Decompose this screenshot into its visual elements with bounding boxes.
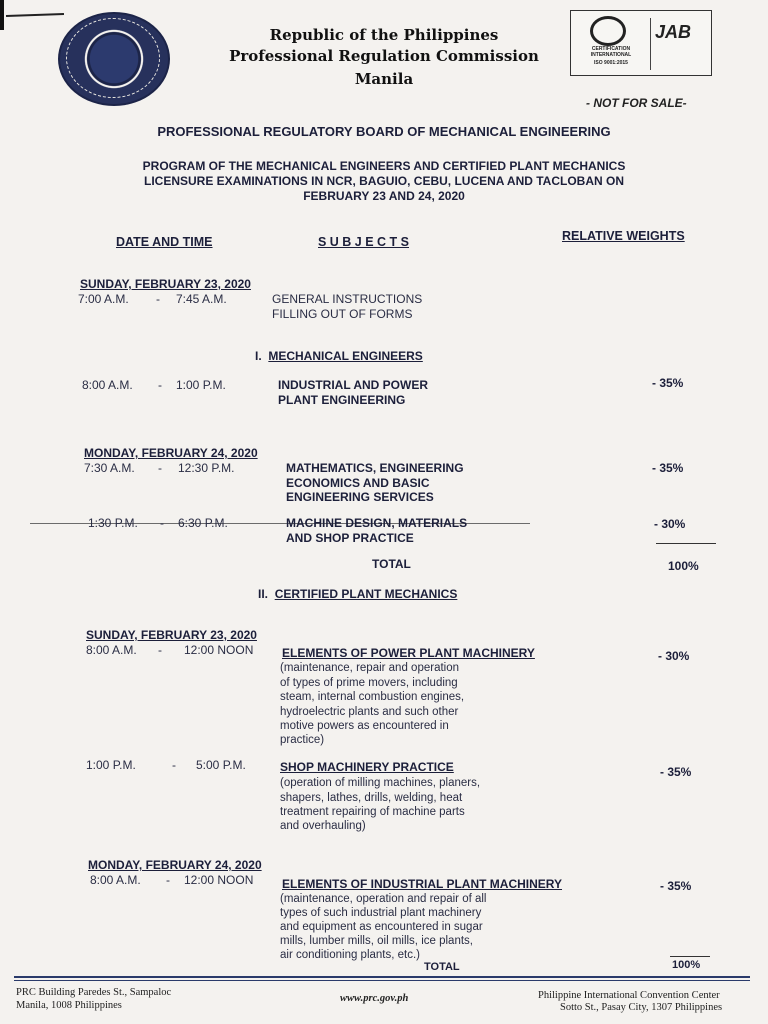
subject-description: (operation of milling machines, planers, <box>280 777 481 789</box>
column-header-subjects: S U B J E C T S <box>318 235 409 249</box>
time-end: 12:00 NOON <box>184 643 254 657</box>
subject-description: mills, lumber mills, oil mills, ice plants, <box>280 935 473 947</box>
footer-address-left-line2: Manila, 1008 Philippines <box>16 1000 122 1011</box>
subject-description: steam, internal combustion engines, <box>280 691 465 703</box>
time-dash: - <box>172 758 176 772</box>
letterhead-commission: Professional Regulation Commission <box>229 47 539 65</box>
subject-description: treatment repairing of machine parts <box>280 806 465 818</box>
certification-logo-box <box>570 10 712 76</box>
section-number: I. <box>255 349 262 363</box>
column-header-date-time: DATE AND TIME <box>116 235 213 249</box>
pen-mark <box>6 13 64 17</box>
letterhead-city: Manila <box>354 70 414 88</box>
subject-weight: - 35% <box>660 765 692 779</box>
letterhead-republic: Republic of the Philippines <box>269 26 499 44</box>
footer-address-right-line1: Philippine International Convention Center <box>538 990 720 1001</box>
certification-iso: ISO 9001:2015 <box>594 60 628 66</box>
program-title-line3: FEBRUARY 23 AND 24, 2020 <box>303 189 465 203</box>
subject-weight: - 35% <box>652 461 684 475</box>
subject-weight: - 30% <box>658 649 690 663</box>
subject-description: types of such industrial plant machinery <box>280 907 482 919</box>
subject-description: of types of prime movers, including <box>280 677 458 689</box>
time-start: 8:00 A.M. <box>90 873 141 887</box>
total-rule <box>656 543 716 544</box>
day-heading-sunday-cpm: SUNDAY, FEBRUARY 23, 2020 <box>86 628 257 642</box>
program-title-line2: LICENSURE EXAMINATIONS IN NCR, BAGUIO, CEBU, LUCENA AND TACLOBAN ON <box>144 174 624 188</box>
time-start: 1:30 P.M. <box>88 516 138 530</box>
time-start: 7:30 A.M. <box>84 461 135 475</box>
subject-description: (maintenance, repair and operation <box>280 662 460 674</box>
subject-description: shapers, lathes, drills, welding, heat <box>280 792 463 804</box>
time-end: 6:30 P.M. <box>178 516 228 530</box>
footer-website: www.prc.gov.ph <box>340 993 409 1004</box>
subject-description: and equipment as encountered in sugar <box>280 921 483 933</box>
subject-line: ECONOMICS AND BASIC <box>286 476 430 490</box>
subject-description: (maintenance, operation and repair of all <box>280 893 487 905</box>
total-label: TOTAL <box>372 557 411 571</box>
time-start: 1:00 P.M. <box>86 758 136 772</box>
subject-description: hydroelectric plants and such other <box>280 706 459 718</box>
subject-title: ELEMENTS OF INDUSTRIAL PLANT MACHINERY <box>282 877 563 891</box>
time-dash: - <box>160 516 164 530</box>
total-value: 100% <box>672 959 701 971</box>
subject-weight: - 35% <box>652 376 684 390</box>
time-end: 5:00 P.M. <box>196 758 246 772</box>
total-value: 100% <box>668 559 699 573</box>
general-instructions: GENERAL INSTRUCTIONS <box>272 292 423 306</box>
subject-line: ENGINEERING SERVICES <box>286 490 434 504</box>
time-dash: - <box>158 378 162 392</box>
certification-divider <box>650 18 651 70</box>
time-dash: - <box>158 461 162 475</box>
subject-line: MACHINE DESIGN, MATERIALS <box>286 516 468 530</box>
section-heading-certified-plant-mechanics <box>258 587 457 601</box>
certification-q-icon <box>590 16 626 46</box>
certification-label: CERTIFICATION INTERNATIONAL <box>590 46 632 58</box>
section-title: CERTIFIED PLANT MECHANICS <box>274 587 458 601</box>
subject-description: air conditioning plants, etc.) <box>280 949 420 961</box>
section-title: MECHANICAL ENGINEERS <box>268 349 423 363</box>
time-dash: - <box>156 292 160 306</box>
program-title-line1: PROGRAM OF THE MECHANICAL ENGINEERS AND CERTIFIED PLANT MECHANICS <box>142 159 626 173</box>
day-heading-sunday-general: SUNDAY, FEBRUARY 23, 2020 <box>80 277 251 291</box>
time-dash: - <box>166 873 170 887</box>
section-heading-mechanical-engineers <box>255 349 423 363</box>
total-rule <box>670 956 710 957</box>
day-heading-monday-me: MONDAY, FEBRUARY 24, 2020 <box>84 446 258 460</box>
footer-rule-thin <box>14 980 750 981</box>
time-start: 7:00 A.M. <box>78 292 129 306</box>
subject-line: MATHEMATICS, ENGINEERING <box>286 461 464 475</box>
not-for-sale-notice: - NOT FOR SALE- <box>586 96 687 110</box>
jab-logo: JAB <box>655 22 692 42</box>
subject-title: SHOP MACHINERY PRACTICE <box>280 760 454 774</box>
day-heading-monday-cpm: MONDAY, FEBRUARY 24, 2020 <box>88 858 262 872</box>
footer-rule <box>14 976 750 978</box>
time-start: 8:00 A.M. <box>86 643 137 657</box>
time-end: 12:30 P.M. <box>178 461 235 475</box>
column-header-relative-weights: RELATIVE WEIGHTS <box>562 229 685 243</box>
subject-line: AND SHOP PRACTICE <box>286 531 414 545</box>
subject-line: PLANT ENGINEERING <box>278 393 406 407</box>
subject-description: practice) <box>280 734 325 746</box>
subject-title: ELEMENTS OF POWER PLANT MACHINERY <box>282 646 535 660</box>
time-end: 12:00 NOON <box>184 873 254 887</box>
subject-description: and overhauling) <box>280 820 366 832</box>
filling-out-forms: FILLING OUT OF FORMS <box>272 307 413 321</box>
board-title: PROFESSIONAL REGULATORY BOARD OF MECHANICAL ENGINEERING <box>157 124 611 139</box>
footer-address-left-line1: PRC Building Paredes St., Sampaloc <box>16 987 172 998</box>
subject-description: motive powers as encountered in <box>280 720 449 732</box>
subject-weight: - 30% <box>654 517 686 531</box>
subject-weight: - 35% <box>660 879 692 893</box>
total-label: TOTAL <box>424 961 460 973</box>
time-start: 8:00 A.M. <box>82 378 133 392</box>
subject-line: INDUSTRIAL AND POWER <box>278 378 428 392</box>
time-end: 1:00 P.M. <box>176 378 226 392</box>
section-number: II. <box>258 587 269 601</box>
time-dash: - <box>158 643 162 657</box>
footer-address-right-line2: Sotto St., Pasay City, 1307 Philippines <box>560 1002 723 1013</box>
time-end: 7:45 A.M. <box>176 292 227 306</box>
